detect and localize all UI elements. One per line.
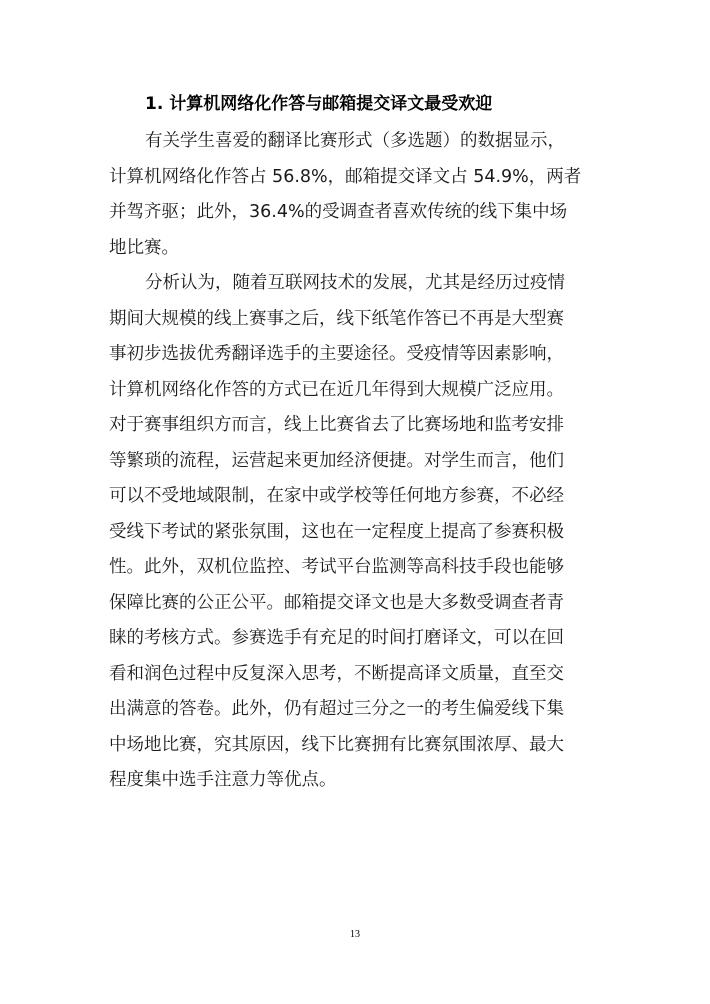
text-line: 有关学生喜爱的翻译比赛形式（多选题）的数据显示，: [145, 131, 565, 151]
text-line: 可以不受地域限制，在家中或学校等任何地方参赛，不必经: [109, 486, 564, 506]
body-text: [109, 124, 605, 799]
section-heading: 1. 计算机网络化作答与邮箱提交译文最受欢迎: [145, 94, 493, 114]
text-line: 受线下考试的紧张氛围，这也在一定程度上提高了参赛积极: [109, 521, 564, 542]
text-line: 计算机网络化作答占 56.8%，邮箱提交译文占 54.9%，两者: [109, 166, 582, 187]
text-line: 期间大规模的线上赛事之后，线下纸笔作答已不再是大型赛: [109, 308, 564, 329]
text-line: 计算机网络化作答的方式已在近几年得到大规模广泛应用。: [109, 379, 564, 400]
text-line: 程度集中选手注意力等优点。: [109, 770, 337, 790]
page-number: 13: [350, 929, 360, 940]
text-line: 看和润色过程中反复深入思考，不断提高译文质量，直至交: [109, 663, 564, 684]
text-line: 分析认为，随着互联网技术的发展，尤其是经历过疫情: [145, 273, 565, 293]
text-line: 对于赛事组织方而言，线上比赛省去了比赛场地和监考安排: [109, 415, 564, 435]
text-line: 等繁琐的流程，运营起来更加经济便捷。对学生而言，他们: [109, 450, 564, 471]
text-line: 事初步选拔优秀翻译选手的主要途径。受疫情等因素影响，: [109, 344, 564, 364]
text-line: 性。此外，双机位监控、考试平台监测等高科技手段也能够: [109, 557, 564, 577]
text-line: 中场地比赛，究其原因，线下比赛拥有比赛氛围浓厚、最大: [109, 734, 564, 755]
paragraph-analysis: [109, 266, 605, 799]
text-line: 地比赛。: [109, 237, 179, 258]
text-line: 保障比赛的公正公平。邮箱提交译文也是大多数受调查者青: [109, 592, 564, 613]
text-line: 并驾齐驱；此外，36.4%的受调查者喜欢传统的线下集中场: [109, 202, 568, 222]
text-line: 睐的考核方式。参赛选手有充足的时间打磨译文，可以在回: [109, 628, 564, 648]
text-line: 出满意的答卷。此外，仍有超过三分之一的考生偏爱线下集: [109, 699, 564, 719]
paragraph-survey-data: [109, 124, 605, 266]
